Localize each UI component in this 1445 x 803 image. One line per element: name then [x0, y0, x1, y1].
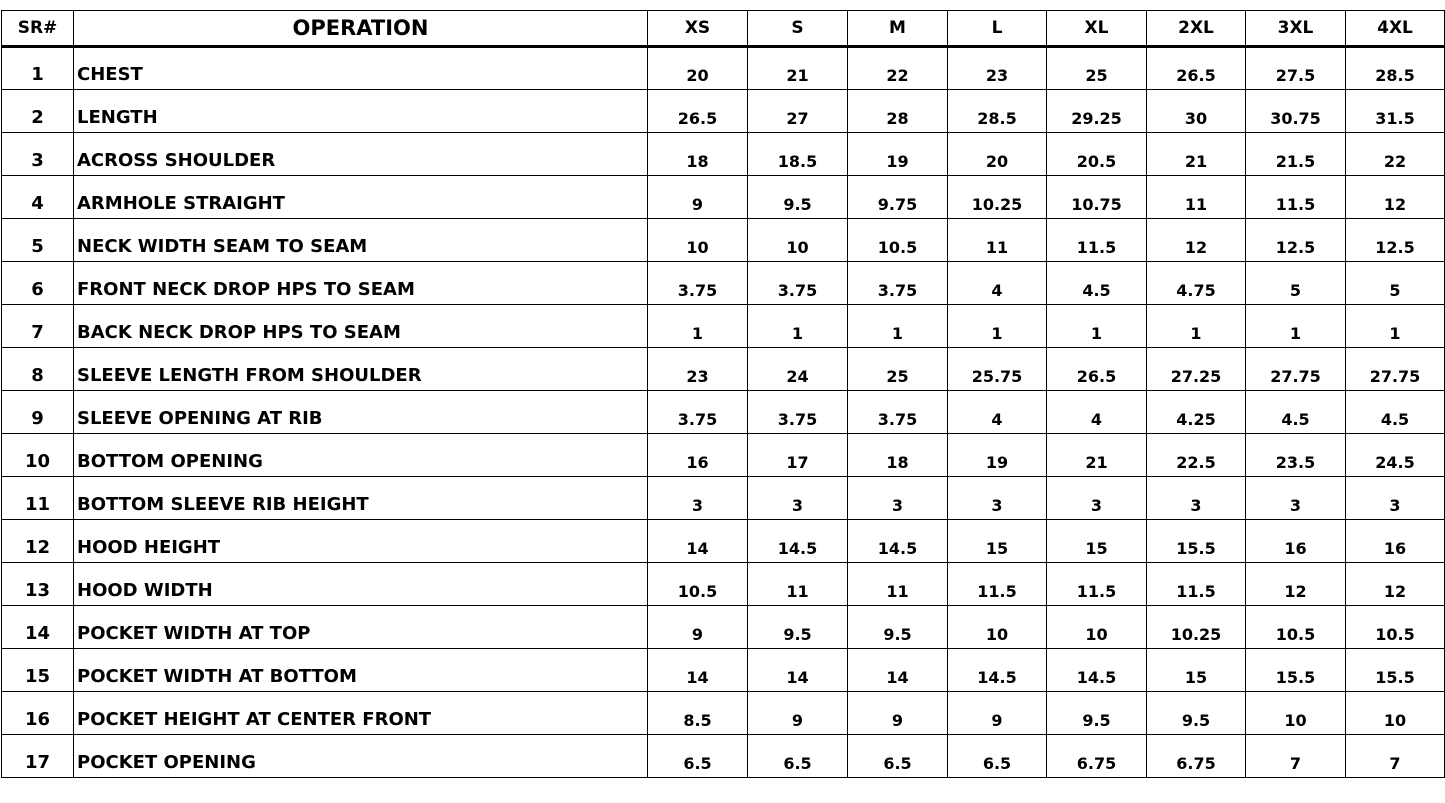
- operation-cell: BACK NECK DROP HPS TO SEAM: [74, 305, 648, 348]
- measurement-cell: 6.5: [948, 735, 1047, 778]
- measurement-cell: 10.75: [1047, 176, 1147, 219]
- operation-cell: POCKET HEIGHT AT CENTER FRONT: [74, 692, 648, 735]
- measurement-cell: 27.5: [1246, 47, 1346, 90]
- measurement-cell: 12: [1147, 219, 1246, 262]
- measurement-cell: 26.5: [1147, 47, 1246, 90]
- measurement-cell: 7: [1346, 735, 1445, 778]
- measurement-cell: 11.5: [948, 563, 1047, 606]
- measurement-cell: 4.5: [1246, 391, 1346, 434]
- measurement-cell: 23.5: [1246, 434, 1346, 477]
- measurement-cell: 19: [848, 133, 948, 176]
- measurement-cell: 28.5: [1346, 47, 1445, 90]
- table-row: [2, 477, 1445, 520]
- measurement-cell: 12.5: [1246, 219, 1346, 262]
- table-row: [2, 47, 1445, 90]
- measurement-cell: 3.75: [648, 391, 748, 434]
- measurement-cell: 15: [948, 520, 1047, 563]
- measurement-cell: 14: [648, 520, 748, 563]
- measurement-cell: 24: [748, 348, 848, 391]
- measurement-cell: 8.5: [648, 692, 748, 735]
- measurement-cell: 27: [748, 90, 848, 133]
- measurement-cell: 1: [1147, 305, 1246, 348]
- measurement-cell: 20: [648, 47, 748, 90]
- measurement-cell: 11.5: [1246, 176, 1346, 219]
- measurement-cell: 10: [648, 219, 748, 262]
- measurement-cell: 4.5: [1047, 262, 1147, 305]
- measurement-cell: 5: [1246, 262, 1346, 305]
- measurement-cell: 3: [748, 477, 848, 520]
- measurement-cell: 9: [648, 176, 748, 219]
- size-column-header-s: S: [748, 11, 848, 47]
- measurement-cell: 3: [648, 477, 748, 520]
- measurement-cell: 1: [948, 305, 1047, 348]
- measurement-cell: 10.5: [648, 563, 748, 606]
- measurement-cell: 21: [1147, 133, 1246, 176]
- measurement-cell: 10.5: [1346, 606, 1445, 649]
- measurement-cell: 25.75: [948, 348, 1047, 391]
- operation-cell: CHEST: [74, 47, 648, 90]
- operation-cell: BOTTOM SLEEVE RIB HEIGHT: [74, 477, 648, 520]
- operation-cell: FRONT NECK DROP HPS TO SEAM: [74, 262, 648, 305]
- measurement-cell: 6.75: [1047, 735, 1147, 778]
- table-row: [2, 391, 1445, 434]
- size-column-header-xs: XS: [648, 11, 748, 47]
- measurement-cell: 11: [848, 563, 948, 606]
- table-row: [2, 606, 1445, 649]
- measurement-cell: 23: [648, 348, 748, 391]
- measurement-cell: 1: [648, 305, 748, 348]
- measurement-cell: 31.5: [1346, 90, 1445, 133]
- operation-cell: SLEEVE LENGTH FROM SHOULDER: [74, 348, 648, 391]
- measurement-cell: 23: [948, 47, 1047, 90]
- measurement-cell: 10: [748, 219, 848, 262]
- measurement-cell: 9.5: [748, 176, 848, 219]
- measurement-cell: 6.5: [848, 735, 948, 778]
- measurement-cell: 9: [848, 692, 948, 735]
- table-row: [2, 649, 1445, 692]
- operation-column-header: OPERATION: [74, 11, 648, 47]
- measurement-cell: 3: [848, 477, 948, 520]
- measurement-cell: 3: [1346, 477, 1445, 520]
- measurement-cell: 12: [1346, 176, 1445, 219]
- measurement-cell: 11.5: [1047, 563, 1147, 606]
- measurement-cell: 7: [1246, 735, 1346, 778]
- sr-number-cell: 3: [2, 133, 74, 176]
- measurement-cell: 10: [1346, 692, 1445, 735]
- table-row: [2, 90, 1445, 133]
- measurement-cell: 24.5: [1346, 434, 1445, 477]
- measurement-cell: 1: [1346, 305, 1445, 348]
- table-row: [2, 348, 1445, 391]
- measurement-cell: 15: [1147, 649, 1246, 692]
- table-row: [2, 434, 1445, 477]
- operation-cell: ARMHOLE STRAIGHT: [74, 176, 648, 219]
- size-column-header-2xl: 2XL: [1147, 11, 1246, 47]
- measurement-cell: 4.25: [1147, 391, 1246, 434]
- sr-number-cell: 13: [2, 563, 74, 606]
- measurement-cell: 9: [948, 692, 1047, 735]
- measurement-cell: 11: [748, 563, 848, 606]
- measurement-cell: 27.75: [1346, 348, 1445, 391]
- measurement-cell: 29.25: [1047, 90, 1147, 133]
- measurement-cell: 10: [948, 606, 1047, 649]
- sr-number-cell: 9: [2, 391, 74, 434]
- table-row: [2, 520, 1445, 563]
- measurement-cell: 15.5: [1246, 649, 1346, 692]
- measurement-cell: 9.5: [848, 606, 948, 649]
- measurement-cell: 4.5: [1346, 391, 1445, 434]
- table-header-row: [2, 11, 1445, 47]
- measurement-cell: 3.75: [848, 262, 948, 305]
- measurement-cell: 9: [648, 606, 748, 649]
- sr-number-cell: 7: [2, 305, 74, 348]
- measurement-cell: 15: [1047, 520, 1147, 563]
- sr-number-cell: 5: [2, 219, 74, 262]
- measurement-cell: 15.5: [1147, 520, 1246, 563]
- measurement-cell: 27.75: [1246, 348, 1346, 391]
- table-body: [2, 47, 1445, 778]
- measurement-cell: 12.5: [1346, 219, 1445, 262]
- measurement-cell: 22: [1346, 133, 1445, 176]
- measurement-cell: 20: [948, 133, 1047, 176]
- measurement-cell: 3.75: [848, 391, 948, 434]
- operation-cell: POCKET WIDTH AT TOP: [74, 606, 648, 649]
- operation-cell: BOTTOM OPENING: [74, 434, 648, 477]
- measurement-cell: 14.5: [948, 649, 1047, 692]
- measurement-cell: 9: [748, 692, 848, 735]
- measurement-cell: 1: [1047, 305, 1147, 348]
- sr-number-cell: 12: [2, 520, 74, 563]
- measurement-cell: 18: [648, 133, 748, 176]
- measurement-cell: 4: [1047, 391, 1147, 434]
- measurement-cell: 1: [848, 305, 948, 348]
- measurement-cell: 10.25: [1147, 606, 1246, 649]
- size-column-header-xl: XL: [1047, 11, 1147, 47]
- sr-number-cell: 4: [2, 176, 74, 219]
- operation-cell: ACROSS SHOULDER: [74, 133, 648, 176]
- measurement-cell: 10.25: [948, 176, 1047, 219]
- measurement-cell: 14: [748, 649, 848, 692]
- measurement-cell: 25: [1047, 47, 1147, 90]
- table-row: [2, 219, 1445, 262]
- measurement-cell: 6.5: [648, 735, 748, 778]
- operation-cell: LENGTH: [74, 90, 648, 133]
- measurement-cell: 5: [1346, 262, 1445, 305]
- measurement-cell: 11: [948, 219, 1047, 262]
- measurement-cell: 4.75: [1147, 262, 1246, 305]
- operation-cell: POCKET OPENING: [74, 735, 648, 778]
- measurement-cell: 25: [848, 348, 948, 391]
- sr-number-cell: 1: [2, 47, 74, 90]
- sr-number-cell: 14: [2, 606, 74, 649]
- measurement-cell: 1: [1246, 305, 1346, 348]
- sr-number-cell: 17: [2, 735, 74, 778]
- table-row: [2, 305, 1445, 348]
- measurement-cell: 14: [848, 649, 948, 692]
- measurement-cell: 22.5: [1147, 434, 1246, 477]
- measurement-cell: 10: [1047, 606, 1147, 649]
- sr-number-cell: 2: [2, 90, 74, 133]
- measurement-cell: 1: [748, 305, 848, 348]
- measurement-cell: 3.75: [748, 262, 848, 305]
- measurement-cell: 28: [848, 90, 948, 133]
- measurement-cell: 12: [1346, 563, 1445, 606]
- sr-number-cell: 16: [2, 692, 74, 735]
- size-column-header-l: L: [948, 11, 1047, 47]
- measurement-cell: 21: [748, 47, 848, 90]
- measurement-cell: 21: [1047, 434, 1147, 477]
- measurement-cell: 30.75: [1246, 90, 1346, 133]
- measurement-cell: 26.5: [648, 90, 748, 133]
- measurement-cell: 11.5: [1047, 219, 1147, 262]
- measurement-cell: 9.75: [848, 176, 948, 219]
- measurement-cell: 16: [1246, 520, 1346, 563]
- size-column-header-3xl: 3XL: [1246, 11, 1346, 47]
- measurement-cell: 4: [948, 262, 1047, 305]
- sr-number-cell: 15: [2, 649, 74, 692]
- measurement-cell: 16: [648, 434, 748, 477]
- sr-number-cell: 6: [2, 262, 74, 305]
- measurement-cell: 10.5: [1246, 606, 1346, 649]
- operation-cell: SLEEVE OPENING AT RIB: [74, 391, 648, 434]
- operation-cell: HOOD HEIGHT: [74, 520, 648, 563]
- measurement-cell: 6.75: [1147, 735, 1246, 778]
- measurement-cell: 3.75: [748, 391, 848, 434]
- sr-number-cell: 11: [2, 477, 74, 520]
- measurement-cell: 27.25: [1147, 348, 1246, 391]
- measurement-cell: 3: [948, 477, 1047, 520]
- measurement-cell: 9.5: [1147, 692, 1246, 735]
- table-row: [2, 176, 1445, 219]
- measurement-cell: 3.75: [648, 262, 748, 305]
- measurement-cell: 19: [948, 434, 1047, 477]
- measurement-cell: 12: [1246, 563, 1346, 606]
- measurement-cell: 11: [1147, 176, 1246, 219]
- measurement-cell: 21.5: [1246, 133, 1346, 176]
- measurement-cell: 18.5: [748, 133, 848, 176]
- table-row: [2, 133, 1445, 176]
- table-row: [2, 262, 1445, 305]
- measurement-cell: 14.5: [748, 520, 848, 563]
- measurement-cell: 22: [848, 47, 948, 90]
- measurement-cell: 26.5: [1047, 348, 1147, 391]
- table-row: [2, 735, 1445, 778]
- sr-number-cell: 10: [2, 434, 74, 477]
- measurement-cell: 3: [1147, 477, 1246, 520]
- operation-cell: NECK WIDTH SEAM TO SEAM: [74, 219, 648, 262]
- sr-column-header: SR#: [2, 11, 74, 47]
- measurement-cell: 11.5: [1147, 563, 1246, 606]
- measurement-cell: 30: [1147, 90, 1246, 133]
- measurement-cell: 20.5: [1047, 133, 1147, 176]
- measurement-cell: 6.5: [748, 735, 848, 778]
- table-row: [2, 692, 1445, 735]
- operation-cell: HOOD WIDTH: [74, 563, 648, 606]
- measurement-cell: 28.5: [948, 90, 1047, 133]
- measurement-cell: 9.5: [748, 606, 848, 649]
- size-column-header-m: M: [848, 11, 948, 47]
- measurement-cell: 3: [1246, 477, 1346, 520]
- measurement-cell: 18: [848, 434, 948, 477]
- measurement-cell: 14: [648, 649, 748, 692]
- size-chart-table: [1, 10, 1445, 778]
- measurement-cell: 17: [748, 434, 848, 477]
- measurement-cell: 3: [1047, 477, 1147, 520]
- measurement-cell: 9.5: [1047, 692, 1147, 735]
- size-column-header-4xl: 4XL: [1346, 11, 1445, 47]
- measurement-cell: 14.5: [1047, 649, 1147, 692]
- operation-cell: POCKET WIDTH AT BOTTOM: [74, 649, 648, 692]
- measurement-cell: 4: [948, 391, 1047, 434]
- measurement-cell: 15.5: [1346, 649, 1445, 692]
- measurement-cell: 10.5: [848, 219, 948, 262]
- measurement-cell: 10: [1246, 692, 1346, 735]
- sr-number-cell: 8: [2, 348, 74, 391]
- measurement-cell: 16: [1346, 520, 1445, 563]
- table-row: [2, 563, 1445, 606]
- measurement-cell: 14.5: [848, 520, 948, 563]
